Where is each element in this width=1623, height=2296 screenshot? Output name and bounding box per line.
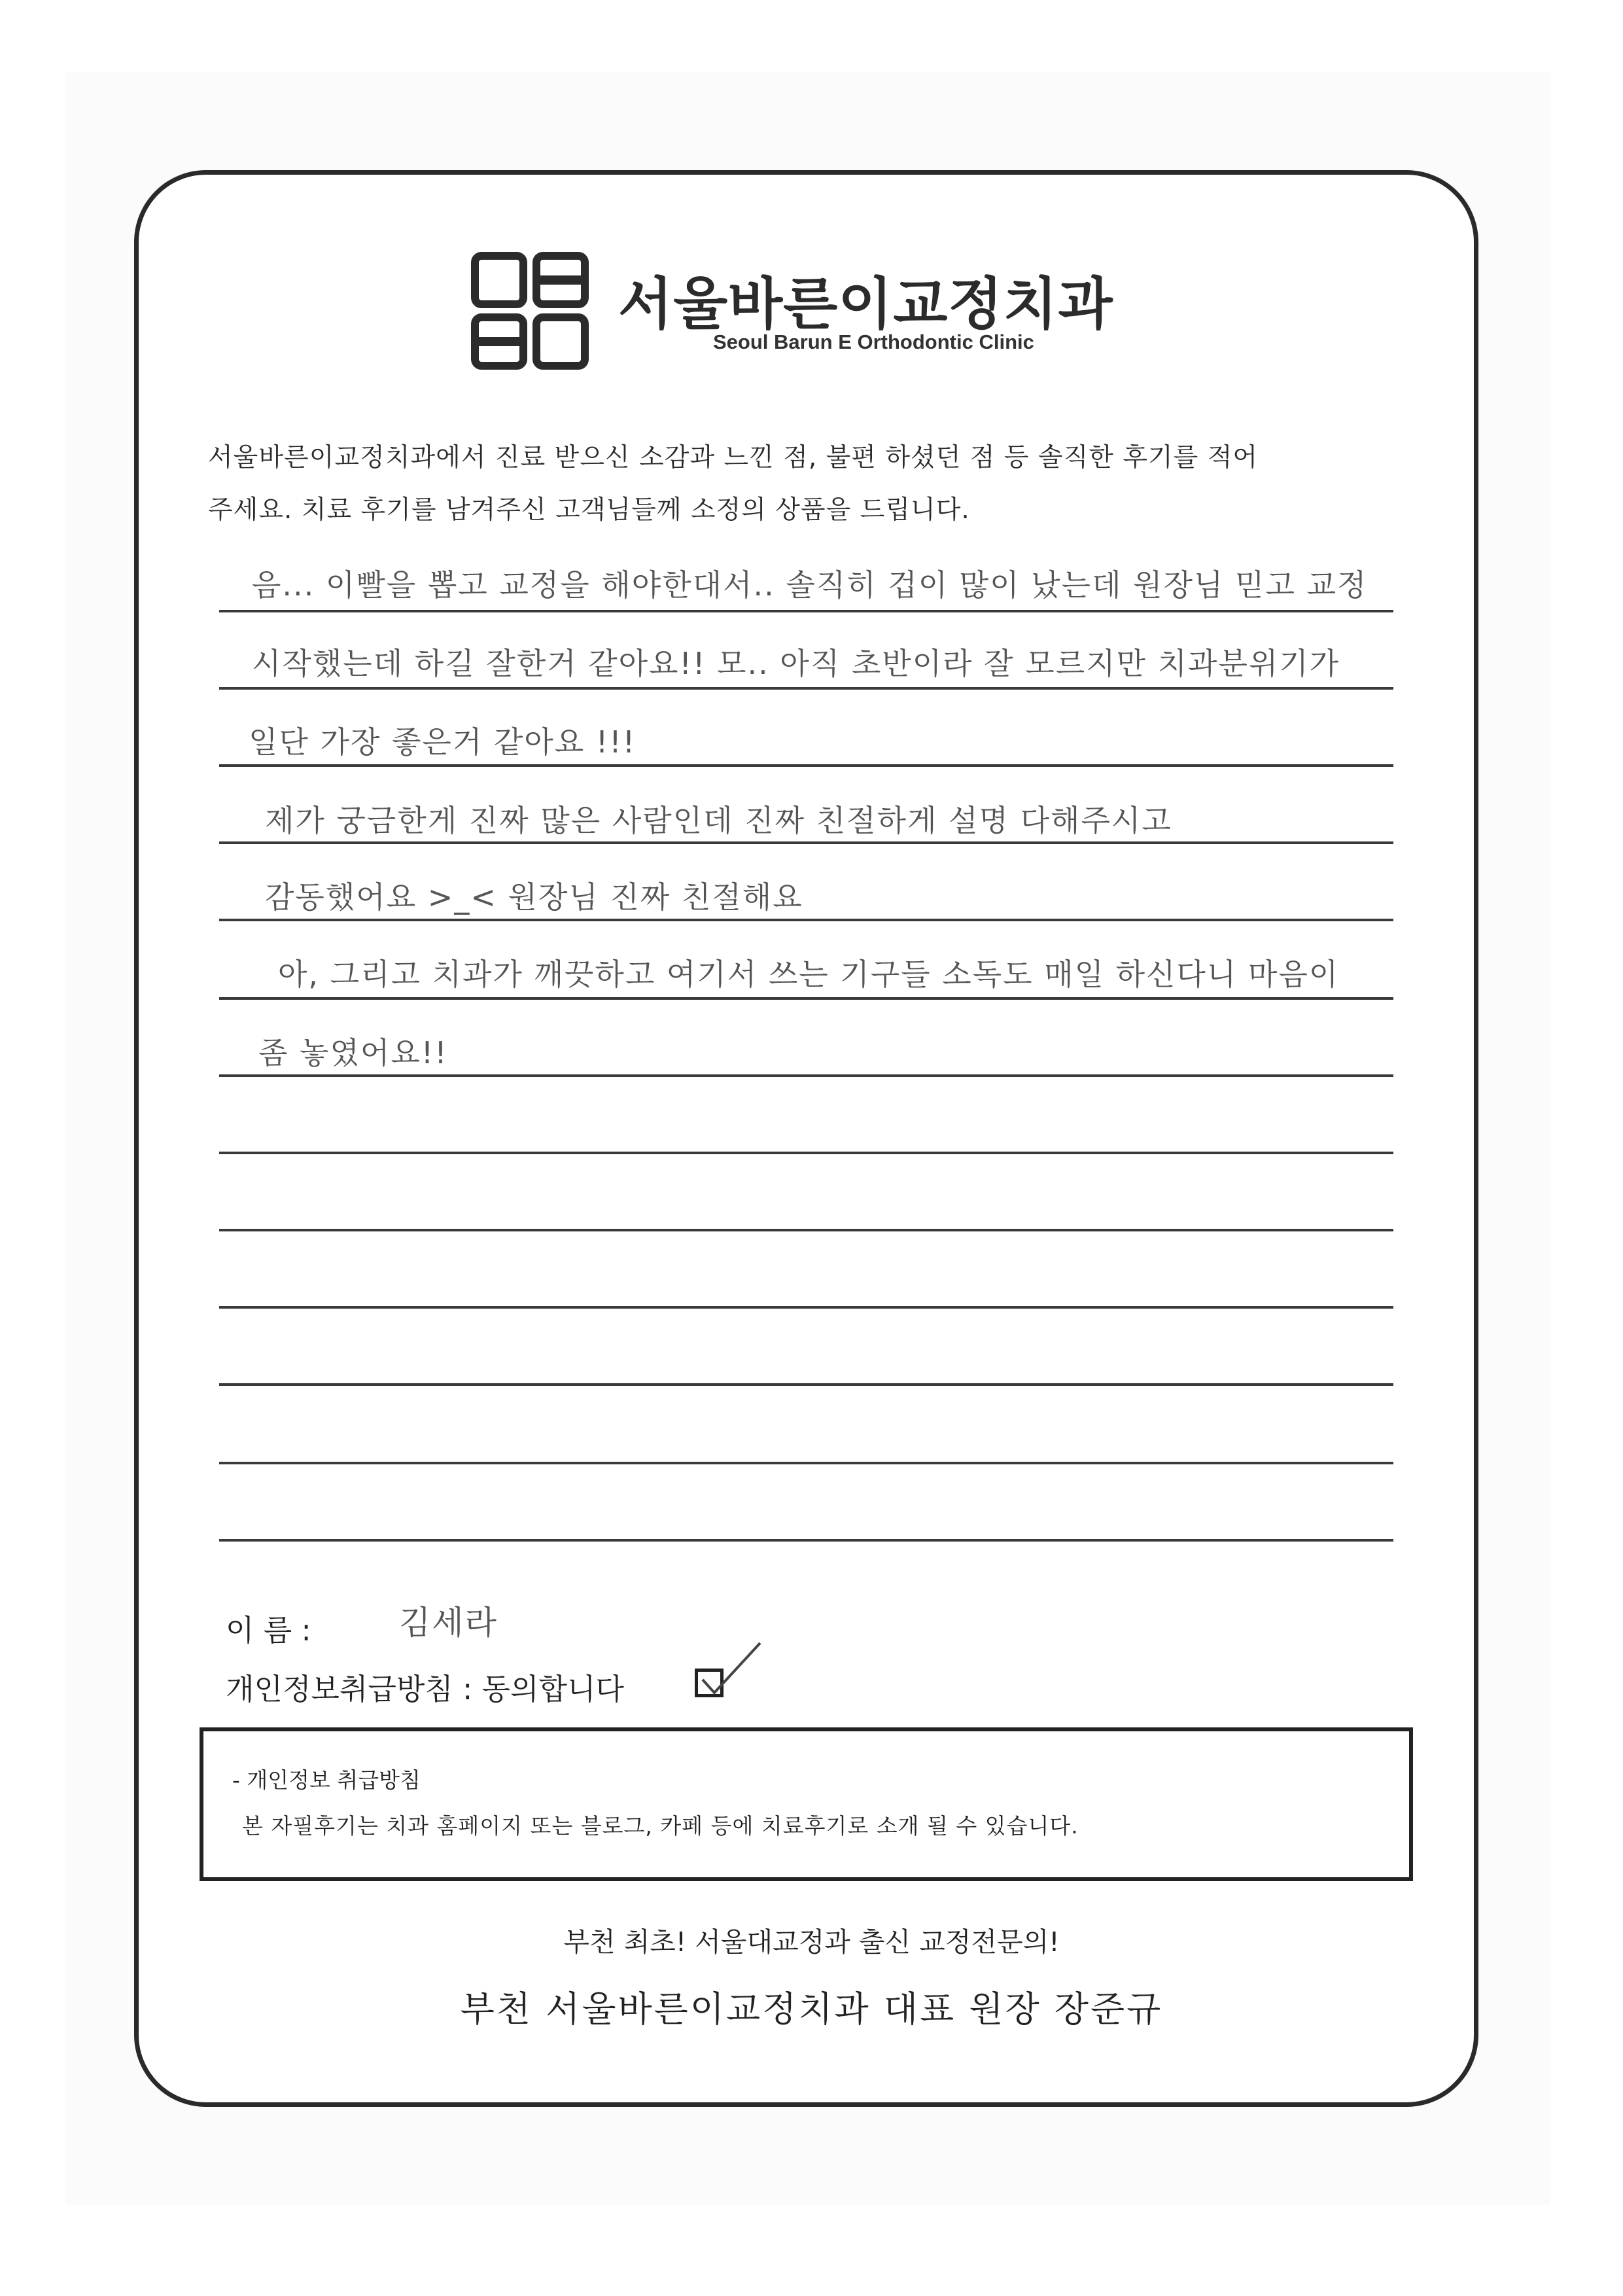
- intro-line-1: 서울바른이교정치과에서 진료 받으신 소감과 느낀 점, 불편 하셨던 점 등 솔직한 후기를 적어: [208, 443, 1259, 472]
- footer-tagline: 부천 최초! 서울대교정과 출신 교정전문의!: [563, 1926, 1060, 1958]
- ruled-line: [219, 764, 1393, 767]
- name-value: 김세라: [399, 1604, 498, 1642]
- clinic-name-en: Seoul Barun E Orthodontic Clinic: [713, 330, 1034, 353]
- review-line: 아, 그리고 치과가 깨끗하고 여기서 쓰는 기구들 소독도 매일 하신다니 마음이: [278, 957, 1340, 992]
- ruled-line: [219, 610, 1393, 612]
- ruled-line: [219, 1152, 1393, 1154]
- ruled-line: [219, 919, 1393, 921]
- ruled-line: [219, 1462, 1393, 1464]
- privacy-notice-title: - 개인정보 취급방침: [232, 1767, 421, 1793]
- clinic-name: 서울바른이교정치과: [618, 272, 1113, 337]
- review-line: 음... 이빨을 뽑고 교정을 해야한대서.. 솔직히 겁이 많이 났는데 원장님 믿고 교정: [252, 567, 1368, 603]
- ruled-line: [219, 841, 1393, 844]
- review-line: 감동했어요 >_< 원장님 진짜 친절해요: [265, 879, 803, 915]
- review-line: 시작했는데 하길 잘한거 같아요!! 모.. 아직 초반이라 잘 모르지만 치과분위기가: [252, 646, 1340, 681]
- privacy-consent-label: 개인정보취급방침 : 동의합니다: [226, 1672, 624, 1706]
- ruled-line: [219, 1539, 1393, 1542]
- check-mark-icon: [695, 1639, 767, 1704]
- intro-line-2: 주세요. 치료 후기를 남겨주신 고객님들께 소정의 상품을 드립니다.: [208, 495, 970, 525]
- ruled-line: [219, 1229, 1393, 1231]
- privacy-notice-body: 본 자필후기는 치과 홈페이지 또는 블로그, 카페 등에 치료후기로 소개 될 수 있습니다.: [242, 1813, 1079, 1839]
- review-line: 일단 가장 좋은거 같아요 !!!: [249, 724, 637, 760]
- review-line: 좀 놓였어요!!: [258, 1035, 448, 1070]
- ruled-line: [219, 997, 1393, 1000]
- privacy-notice-box: [200, 1727, 1413, 1881]
- name-label: 이 름 :: [226, 1613, 311, 1648]
- footer-signature: 부천 서울바른이교정치과 대표 원장 장준규: [460, 1988, 1163, 2030]
- clinic-logo-icon: [471, 252, 589, 370]
- review-line: 제가 궁금한게 진짜 많은 사람인데 진짜 친절하게 설명 다해주시고: [265, 803, 1172, 838]
- ruled-line: [219, 1306, 1393, 1309]
- ruled-line: [219, 1074, 1393, 1077]
- ruled-line: [219, 1383, 1393, 1386]
- ruled-line: [219, 687, 1393, 690]
